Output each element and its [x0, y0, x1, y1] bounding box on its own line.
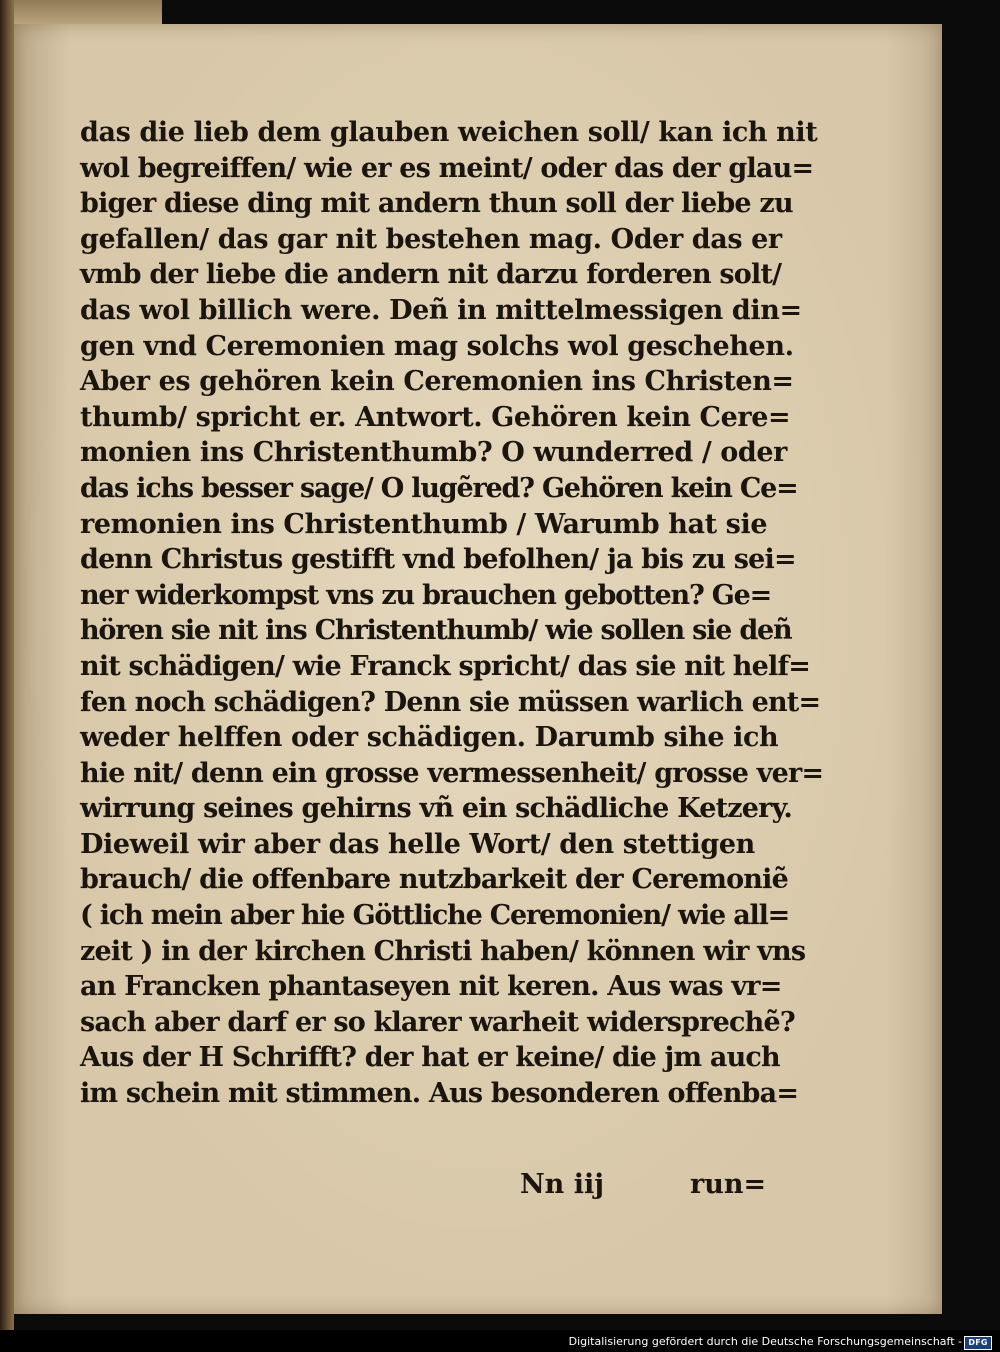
digitization-credit: Digitalisierung gefördert durch die Deutsche Forschungsgemeinschaft - — [568, 1335, 962, 1348]
dfg-logo: DFG — [964, 1336, 992, 1350]
text-line: remonien ins Christenthumb / Warumb hat sie — [80, 508, 768, 540]
text-line: nit schädigen/ wie Franck spricht/ das sie nit helf= — [80, 650, 811, 682]
text-line: gefallen/ das gar nit bestehen mag. Oder das er — [80, 223, 782, 255]
text-line: biger diese ding mit andern thun soll der liebe zu — [80, 188, 793, 220]
text-line: das die lieb dem glauben weichen soll/ kan ich nit — [80, 117, 818, 148]
text-line: hie nit/ denn ein grosse vermessenheit/ grosse ver= — [80, 757, 824, 789]
book-page — [14, 24, 942, 1314]
text-line: gen vnd Ceremonien mag solchs wol geschehen. — [80, 330, 794, 362]
text-line: das ichs besser sage/ O lugẽred? Gehören kein Ce= — [80, 472, 798, 504]
text-line: denn Christus gestifft vnd befolhen/ ja bis zu sei= — [80, 544, 796, 576]
signature-mark: Nn iij — [520, 1169, 604, 1200]
text-line: fen noch schädigen? Denn sie müssen warlich ent= — [80, 686, 821, 718]
page-foot-line — [14, 1165, 942, 1205]
text-line: Dieweil wir aber das helle Wort/ den stettigen — [80, 828, 755, 860]
text-line: sach aber darf er so klarer warheit widersprechẽ? — [80, 1006, 795, 1038]
binding-strip — [14, 0, 162, 25]
text-line: ner widerkompst vns zu brauchen gebotten? Ge= — [80, 579, 772, 611]
text-line: brauch/ die offenbare nutzbarkeit der Ceremoniẽ — [80, 864, 788, 896]
text-line: weder helffen oder schädigen. Darumb sihe ich — [80, 722, 779, 754]
text-line: Aber es gehören kein Ceremonien ins Christen= — [80, 366, 794, 398]
text-line: wol begreiffen/ wie er es meint/ oder das der glau= — [80, 152, 814, 184]
text-line: monien ins Christenthumb? O wunderred / oder — [80, 437, 787, 469]
text-line: hören sie nit ins Christenthumb/ wie sollen sie deñ — [80, 615, 792, 647]
catchword: run= — [690, 1169, 767, 1200]
page-text-block — [80, 115, 824, 1112]
text-line: im schein mit stimmen. Aus besonderen offenba= — [80, 1078, 799, 1110]
text-line: ( ich mein aber hie Göttliche Ceremonien/ wie all= — [80, 900, 790, 932]
text-line: wirrung seines gehirns vñ ein schädliche Ketzery. — [80, 793, 792, 825]
text-line: Aus der H Schrifft? der hat er keine/ die jm auch — [80, 1042, 780, 1074]
text-line: zeit ) in der kirchen Christi haben/ können wir vns — [80, 935, 806, 967]
text-line: das wol billich were. Deñ in mittelmessigen din= — [80, 294, 802, 326]
text-line: vmb der liebe die andern nit darzu forderen solt/ — [80, 259, 782, 291]
text-line: an Francken phantaseyen nit keren. Aus was vr= — [80, 971, 782, 1003]
text-line: thumb/ spricht er. Antwort. Gehören kein Cere= — [80, 401, 791, 433]
book-spine-edge — [0, 0, 14, 1330]
